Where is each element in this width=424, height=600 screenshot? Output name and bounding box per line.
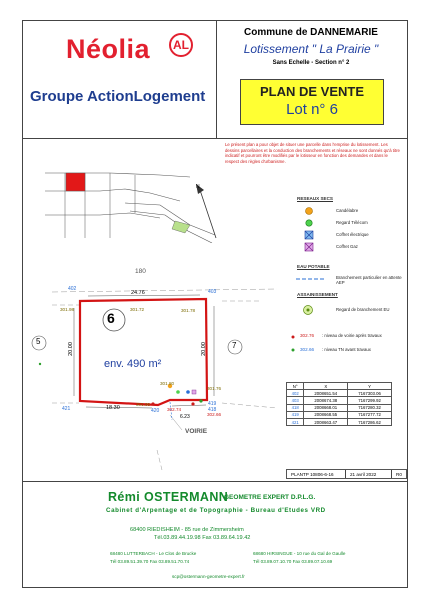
legend-eau-title: EAU POTABLE xyxy=(297,264,330,269)
level-f: 301.95 xyxy=(136,402,151,407)
office-2-address: 68680 HIRSINGUE - 10 rue du Gal de Gaulle xyxy=(253,551,346,556)
legend-candelabre: Candélabre xyxy=(336,208,359,213)
geometre-name: Rémi OSTERMANN xyxy=(108,490,229,504)
al-badge-icon: AL xyxy=(169,33,193,57)
point-418-label: 418 xyxy=(208,407,217,413)
table-row: 418 2008668.01 7167280.32 xyxy=(287,404,392,411)
table-header-n: N° xyxy=(287,383,304,390)
lot-7-number: 7 xyxy=(232,341,237,350)
voirie-label: VOIRIE xyxy=(185,428,208,435)
telecom-icon xyxy=(304,218,314,228)
lot-5-number: 5 xyxy=(36,337,41,346)
point-419-label: 419 xyxy=(208,401,217,407)
tn-level-label: : niveau TN avant travaux xyxy=(322,347,371,352)
scale-section: Sans Echelle - Section n° 2 xyxy=(272,60,350,66)
electric-box-icon xyxy=(304,230,314,240)
tn-level-value: 302.66 xyxy=(300,347,315,352)
table-header-y: Y xyxy=(348,383,392,390)
plan-date: 21 avril 2022 xyxy=(350,472,377,477)
main-address: 68400 RIEDISHEIM - 85 rue de Zimmersheim xyxy=(130,527,244,533)
legend-telecom: Regard Télécom xyxy=(336,220,368,225)
dim-bottom-small: 6.23 xyxy=(180,414,190,420)
table-row: 419 2008668.55 7167277.72 xyxy=(287,411,392,418)
table-header-x: X xyxy=(304,383,348,390)
legend-electric: Coffret électrique xyxy=(336,232,369,237)
plan-title: PLAN DE VENTE xyxy=(259,84,364,99)
commune-title: Commune de DANNEMARIE xyxy=(244,27,378,38)
level-b: 301.72 xyxy=(130,307,145,312)
point-420-label: 420 xyxy=(151,408,160,414)
office-1-address: 68480 LUTTERBACH - Le Clos de Brucke xyxy=(110,551,197,556)
table-row: 403 2008674.38 7167299.92 xyxy=(287,397,392,404)
legend-secs-title: RESEAUX SECS xyxy=(297,196,333,201)
level-h: 302.66 xyxy=(207,412,222,417)
legend-gas: Coffret Gaz xyxy=(336,244,358,249)
point-421-label: 421 xyxy=(62,406,71,412)
sewer-regard-icon xyxy=(302,304,314,316)
plan-version: R0 xyxy=(396,472,402,477)
water-line-icon xyxy=(296,276,324,282)
geometre-title: GEOMETRE EXPERT D.P.L.G. xyxy=(224,494,316,501)
gas-box-icon xyxy=(304,242,314,252)
lot-6-boundary xyxy=(80,299,207,405)
header-bottom-line xyxy=(22,138,408,139)
level-c: 301.78 xyxy=(181,308,196,313)
point-403-label: 403 xyxy=(208,289,217,295)
dim-top: 24.76 xyxy=(131,290,145,296)
lot-6-highlight xyxy=(66,173,85,191)
voirie-level-value: 302.76 xyxy=(300,333,315,338)
table-row: 421 2008663.47 7167286.62 xyxy=(287,418,392,425)
lot-area: env. 490 m² xyxy=(104,358,162,370)
dim-left: 20.00 xyxy=(67,342,74,356)
lot-6-number: 6 xyxy=(107,310,115,326)
candelabre-icon xyxy=(304,206,314,216)
dim-bottom: 18.30 xyxy=(106,405,120,411)
level-a: 301.98 xyxy=(60,307,75,312)
plan-reference: PLANTP 10806-6-16 xyxy=(291,472,334,477)
point-402-label: 402 xyxy=(68,286,77,292)
level-g: 302.74 xyxy=(167,407,182,412)
lotissement-title: Lotissement " La Prairie " xyxy=(243,42,379,56)
reference-bar xyxy=(286,469,407,479)
footer-top-line xyxy=(22,481,408,482)
north-arrow-icon xyxy=(190,180,222,242)
legend-eau: Branchement particulier en attente AEP xyxy=(336,275,402,285)
parcel-180-label: 180 xyxy=(135,268,146,275)
office-1-phone: Tél 03.89.51.39.70 Fax 03.89.51.70.74 xyxy=(110,559,190,564)
coordinates-table xyxy=(286,382,392,426)
lot-number-title: Lot n° 6 xyxy=(286,101,338,118)
legend-assain-title: ASSAINISSEMENT xyxy=(297,292,338,297)
group-logo-text: Groupe ActionLogement xyxy=(30,88,206,105)
disclaimer-text: Le présent plan a pour objet de situer une parcelle dans l'emprise du lotissement. Les dessins parcellaires et la conduction des branchements et réseaux ne sont donnés qu'à titre indicatif et pourront être modifiés par le lotisseur en fonction des demandes et dans le respect des règles d'urbanisme. xyxy=(225,142,400,164)
main-phone: Tél.03.89.44.19.98 Fax 03.89.64.19.42 xyxy=(154,535,251,541)
north-label: N xyxy=(196,184,200,190)
cabinet-description: Cabinet d'Arpentage et de Topographie - Bureau d'Etudes VRD xyxy=(106,507,326,514)
email: scp@ostermann-geometre-expert.fr xyxy=(172,574,245,579)
office-2-phone: Tél 03.89.07.10.70 Fax 03.89.07.10.69 xyxy=(253,559,333,564)
level-d: 301.80 xyxy=(160,381,175,386)
voirie-level-label: : niveau de voirie après travaux xyxy=(322,333,382,338)
legend-assain: Regard de branchement EU xyxy=(336,307,390,312)
level-e: 301.76 xyxy=(207,386,222,391)
table-row: 402 2008651.54 7167303.06 xyxy=(287,390,392,397)
neolia-logo: Néolia xyxy=(66,34,151,64)
dim-right: 20.00 xyxy=(200,342,207,356)
